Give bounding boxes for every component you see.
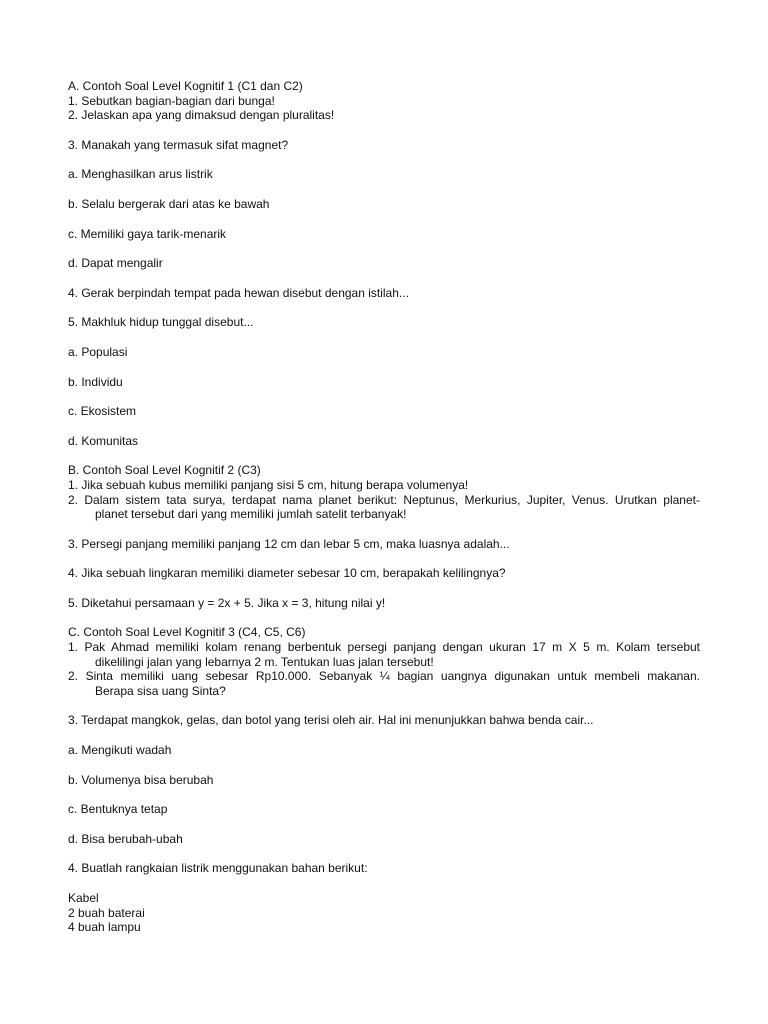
section-b-heading: B. Contoh Soal Level Kognitif 2 (C3) <box>68 463 261 478</box>
material-item-lamps: 4 buah lampu <box>68 920 141 935</box>
section-a-q5-option-b: b. Individu <box>68 374 123 389</box>
section-c-q3-option-c: c. Bentuknya tetap <box>68 802 168 817</box>
section-a-q3-option-b: b. Selalu bergerak dari atas ke bawah <box>68 196 270 211</box>
section-c-question-3: 3. Terdapat mangkok, gelas, dan botol yang terisi oleh air. Hal ini menunjukkan bahwa benda cair... <box>68 713 594 728</box>
section-c-question-2-line-1: 2. Sinta memiliki uang sebesar Rp10.000. Sebanyak ¼ bagian uangnya digunakan untuk membeli makanan. <box>68 669 700 684</box>
section-b-question-1: 1. Jika sebuah kubus memiliki panjang sisi 5 cm, hitung berapa volumenya! <box>68 477 469 492</box>
section-c-question-1-line-2: dikelilingi jalan yang lebarnya 2 m. Tentukan luas jalan tersebut! <box>95 654 434 669</box>
material-item-batteries: 2 buah baterai <box>68 905 145 920</box>
section-b-question-2-line-1: 2. Dalam sistem tata surya, terdapat nama planet berikut: Neptunus, Merkurius, Jupiter, Venus. Urutkan planet- <box>68 492 700 507</box>
section-a-heading: A. Contoh Soal Level Kognitif 1 (C1 dan C2) <box>68 79 303 93</box>
section-a-question-2: 2. Jelaskan apa yang dimaksud dengan pluralitas! <box>68 108 335 123</box>
section-a-q5-option-c: c. Ekosistem <box>68 404 137 419</box>
section-a-question-4: 4. Gerak berpindah tempat pada hewan disebut dengan istilah... <box>68 285 409 300</box>
section-c-q3-option-a: a. Mengikuti wadah <box>68 743 172 758</box>
material-item-cable: Kabel <box>68 891 99 905</box>
section-a-q3-option-a: a. Menghasilkan arus listrik <box>68 167 213 182</box>
section-c-q3-option-b: b. Volumenya bisa berubah <box>68 772 214 787</box>
section-b-question-5: 5. Diketahui persamaan y = 2x + 5. Jika x = 3, hitung nilai y! <box>68 595 386 610</box>
section-c-question-4: 4. Buatlah rangkaian listrik menggunakan bahan berikut: <box>68 861 368 876</box>
section-c-question-2-line-2: Berapa sisa uang Sinta? <box>95 683 226 698</box>
section-a-question-1: 1. Sebutkan bagian-bagian dari bunga! <box>68 93 275 108</box>
section-b-question-2-line-2: planet tersebut dari yang memiliki jumlah satelit terbanyak! <box>95 507 407 522</box>
section-a-q5-option-a: a. Populasi <box>68 344 128 359</box>
section-b-question-4: 4. Jika sebuah lingkaran memiliki diameter sebesar 10 cm, berapakah kelilingnya? <box>68 566 506 581</box>
document-page <box>68 79 700 935</box>
section-c-heading: C. Contoh Soal Level Kognitif 3 (C4, C5, C6) <box>68 625 306 640</box>
section-a-question-5: 5. Makhluk hidup tunggal disebut... <box>68 315 254 330</box>
section-a-q3-option-d: d. Dapat mengalir <box>68 256 163 271</box>
section-c-question-1-line-1: 1. Pak Ahmad memiliki kolam renang berbentuk persegi panjang dengan ukuran 17 m X 5 m. Kolam tersebut <box>68 640 700 655</box>
section-b-question-3: 3. Persegi panjang memiliki panjang 12 cm dan lebar 5 cm, maka luasnya adalah... <box>68 536 510 551</box>
section-a-question-3: 3. Manakah yang termasuk sifat magnet? <box>68 137 289 152</box>
section-c-q3-option-d: d. Bisa berubah-ubah <box>68 831 183 846</box>
section-a-q3-option-c: c. Memiliki gaya tarik-menarik <box>68 226 227 241</box>
section-a-q5-option-d: d. Komunitas <box>68 433 139 448</box>
